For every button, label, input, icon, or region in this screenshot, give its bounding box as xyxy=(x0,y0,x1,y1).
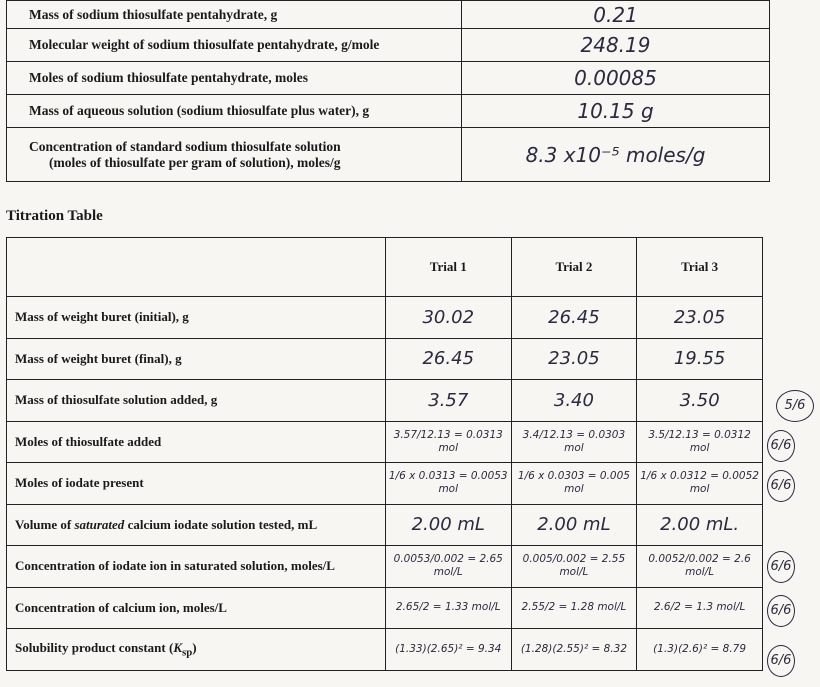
row-value: 10.15 g xyxy=(462,95,770,128)
row-label: Concentration of calcium ion, moles/L xyxy=(7,587,386,629)
table-row xyxy=(7,297,763,339)
score-mark: 6/6 xyxy=(767,645,795,677)
table-row xyxy=(7,95,770,128)
cell-value: 2.65/2 = 1.33 mol/L xyxy=(385,587,511,629)
cell-value: 2.00 mL xyxy=(385,504,511,546)
cell-value: 3.57/12.13 = 0.0313 mol xyxy=(385,421,511,463)
cell-value: 1/6 x 0.0312 = 0.0052 mol xyxy=(637,463,763,505)
cell-value: (1.28)(2.55)² = 8.32 xyxy=(511,629,637,671)
cell-value: 3.57 xyxy=(385,380,511,422)
row-label: Mass of aqueous solution (sodium thiosulfate plus water), g xyxy=(7,95,462,128)
table-row xyxy=(7,504,763,546)
row-label xyxy=(7,629,386,671)
cell-value: 3.50 xyxy=(637,380,763,422)
label-suffix: ) xyxy=(192,639,197,655)
table-row xyxy=(7,338,763,380)
cell-value: 3.5/12.13 = 0.0312 mol xyxy=(637,421,763,463)
cell-value: (1.3)(2.6)² = 8.79 xyxy=(637,629,763,671)
label-line-2: (moles of thiosulfate per gram of solution), moles/g xyxy=(49,154,341,170)
cell-value: 0.005/0.002 = 2.55 mol/L xyxy=(511,546,637,588)
cell-value: (1.33)(2.65)² = 9.34 xyxy=(385,629,511,671)
cell-value: 23.05 xyxy=(511,338,637,380)
column-header: Trial 3 xyxy=(637,238,763,297)
row-label: Moles of thiosulfate added xyxy=(7,421,386,463)
cell-value: 0.0052/0.002 = 2.6 mol/L xyxy=(637,546,763,588)
label-line-1: Concentration of standard sodium thiosulfate solution xyxy=(29,138,341,154)
label-subscript: sp xyxy=(182,646,193,659)
section-heading: Titration Table xyxy=(6,208,103,224)
row-label xyxy=(7,128,462,182)
cell-value: 23.05 xyxy=(637,297,763,339)
label-italic: saturated xyxy=(74,516,125,532)
cell-value: 26.45 xyxy=(385,338,511,380)
cell-value: 1/6 x 0.0303 = 0.005 mol xyxy=(511,463,637,505)
score-mark: 6/6 xyxy=(767,595,795,627)
cell-value: 0.0053/0.002 = 2.65 mol/L xyxy=(385,546,511,588)
score-mark: 6/6 xyxy=(767,470,795,502)
table-row xyxy=(7,29,770,62)
table-row xyxy=(7,463,763,505)
header-row xyxy=(7,238,763,297)
standard-solution-table xyxy=(6,0,770,182)
table-row xyxy=(7,380,763,422)
row-value: 0.00085 xyxy=(462,62,770,95)
row-value: 248.19 xyxy=(462,29,770,62)
row-label: Concentration of iodate ion in saturated solution, moles/L xyxy=(7,546,386,588)
cell-value: 3.40 xyxy=(511,380,637,422)
row-label xyxy=(7,504,386,546)
label-italic: K xyxy=(173,639,182,655)
row-label: Mass of thiosulfate solution added, g xyxy=(7,380,386,422)
table-row xyxy=(7,128,770,182)
row-value: 0.21 xyxy=(462,1,770,29)
row-label: Molecular weight of sodium thiosulfate pentahydrate, g/mole xyxy=(7,29,462,62)
table-row xyxy=(7,421,763,463)
label-prefix: Solubility product constant ( xyxy=(15,639,174,655)
row-label: Moles of iodate present xyxy=(7,463,386,505)
table-row xyxy=(7,1,770,29)
score-mark: 6/6 xyxy=(767,430,795,462)
cell-value: 1/6 x 0.0313 = 0.0053 mol xyxy=(385,463,511,505)
cell-value: 2.00 mL. xyxy=(637,504,763,546)
column-header: Trial 1 xyxy=(385,238,511,297)
cell-value: 26.45 xyxy=(511,297,637,339)
row-label: Mass of weight buret (final), g xyxy=(7,338,386,380)
row-value: 8.3 x10⁻⁵ moles/g xyxy=(462,128,770,182)
score-mark: 5/6 xyxy=(776,390,814,422)
row-label: Mass of sodium thiosulfate pentahydrate, g xyxy=(7,1,462,29)
label-suffix: calcium iodate solution tested, mL xyxy=(124,516,318,532)
cell-value: 19.55 xyxy=(637,338,763,380)
cell-value: 2.6/2 = 1.3 mol/L xyxy=(637,587,763,629)
row-label: Moles of sodium thiosulfate pentahydrate, moles xyxy=(7,62,462,95)
titration-table xyxy=(6,237,763,671)
table-row xyxy=(7,587,763,629)
table-row xyxy=(7,629,763,671)
table-row xyxy=(7,62,770,95)
header-blank xyxy=(7,238,386,297)
cell-value: 2.00 mL xyxy=(511,504,637,546)
cell-value: 30.02 xyxy=(385,297,511,339)
score-mark: 6/6 xyxy=(767,551,795,583)
column-header: Trial 2 xyxy=(511,238,637,297)
cell-value: 3.4/12.13 = 0.0303 mol xyxy=(511,421,637,463)
label-prefix: Volume of xyxy=(15,516,75,532)
cell-value: 2.55/2 = 1.28 mol/L xyxy=(511,587,637,629)
row-label: Mass of weight buret (initial), g xyxy=(7,297,386,339)
table-row xyxy=(7,546,763,588)
